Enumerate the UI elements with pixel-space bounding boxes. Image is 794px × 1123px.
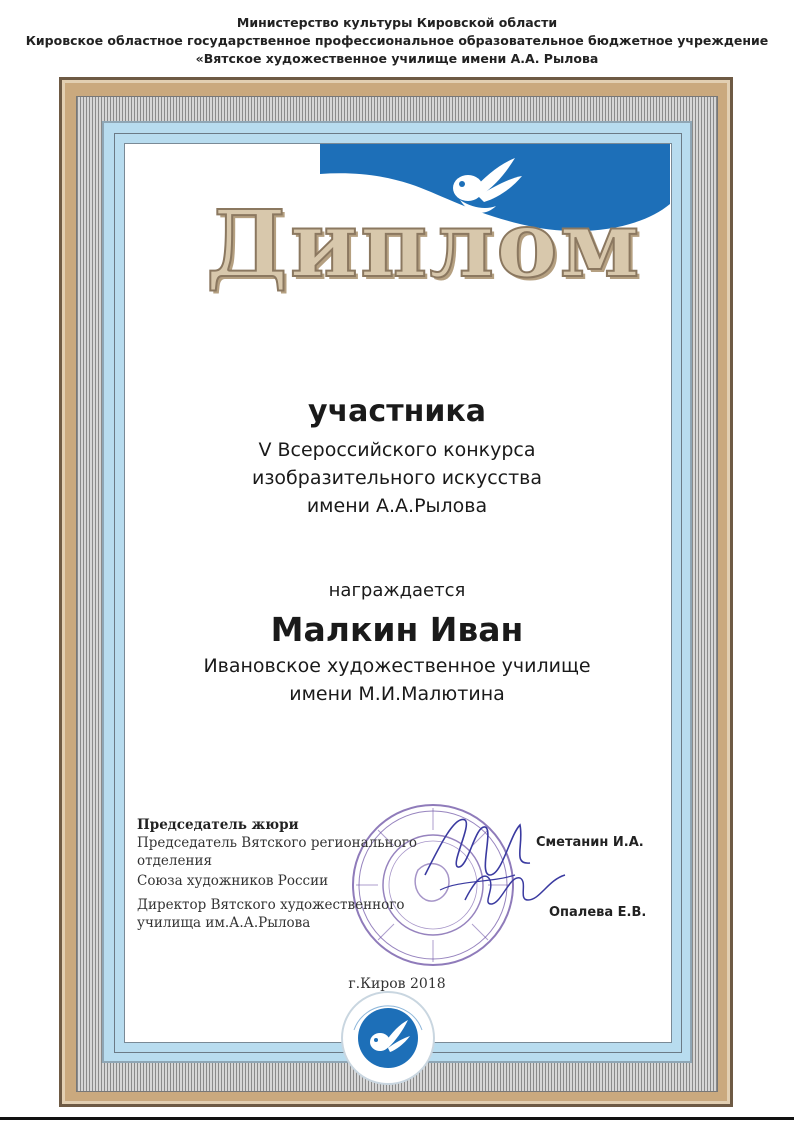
diploma-title: Диплом bbox=[206, 190, 642, 298]
recipient-school bbox=[124, 652, 670, 708]
participant-label: участника bbox=[308, 394, 486, 429]
contest-line-3: имени А.А.Рылова bbox=[306, 495, 488, 517]
school-logo-icon bbox=[340, 990, 436, 1086]
role1-line2: отделения bbox=[137, 853, 212, 869]
school-line-1: Ивановское художественное училище bbox=[203, 655, 591, 677]
header bbox=[0, 14, 794, 68]
role2-line2: училища им.А.А.Рылова bbox=[137, 915, 311, 931]
bottom-rule bbox=[0, 1117, 794, 1120]
recipient-name: Малкин Иван bbox=[270, 610, 524, 649]
signatory-2-name: Опалева Е.В. bbox=[549, 905, 647, 920]
jury-chair-label: Председатель жюри bbox=[137, 817, 299, 833]
role1-line1: Председатель Вятского регионального bbox=[137, 835, 417, 851]
signatories-block bbox=[137, 816, 417, 932]
awarded-label: награждается bbox=[328, 580, 466, 601]
contest-line-2: изобразительного искусства bbox=[251, 467, 543, 489]
city-year: г.Киров 2018 bbox=[348, 976, 446, 992]
header-school-name: «Вятское художественное училище имени А.А. Рылова bbox=[195, 51, 599, 66]
signatory-1-name: Сметанин И.А. bbox=[536, 835, 644, 850]
header-institution: Кировское областное государственное профессиональное образовательное бюджетное учреждение bbox=[25, 33, 769, 48]
header-ministry: Министерство культуры Кировской области bbox=[236, 15, 558, 30]
contest-description bbox=[124, 436, 670, 520]
role1-line3: Союза художников России bbox=[137, 873, 329, 889]
contest-line-1: V Всероссийского конкурса bbox=[258, 439, 536, 461]
school-line-2: имени М.И.Малютина bbox=[289, 683, 505, 705]
role2-line1: Директор Вятского художественного bbox=[137, 897, 405, 913]
